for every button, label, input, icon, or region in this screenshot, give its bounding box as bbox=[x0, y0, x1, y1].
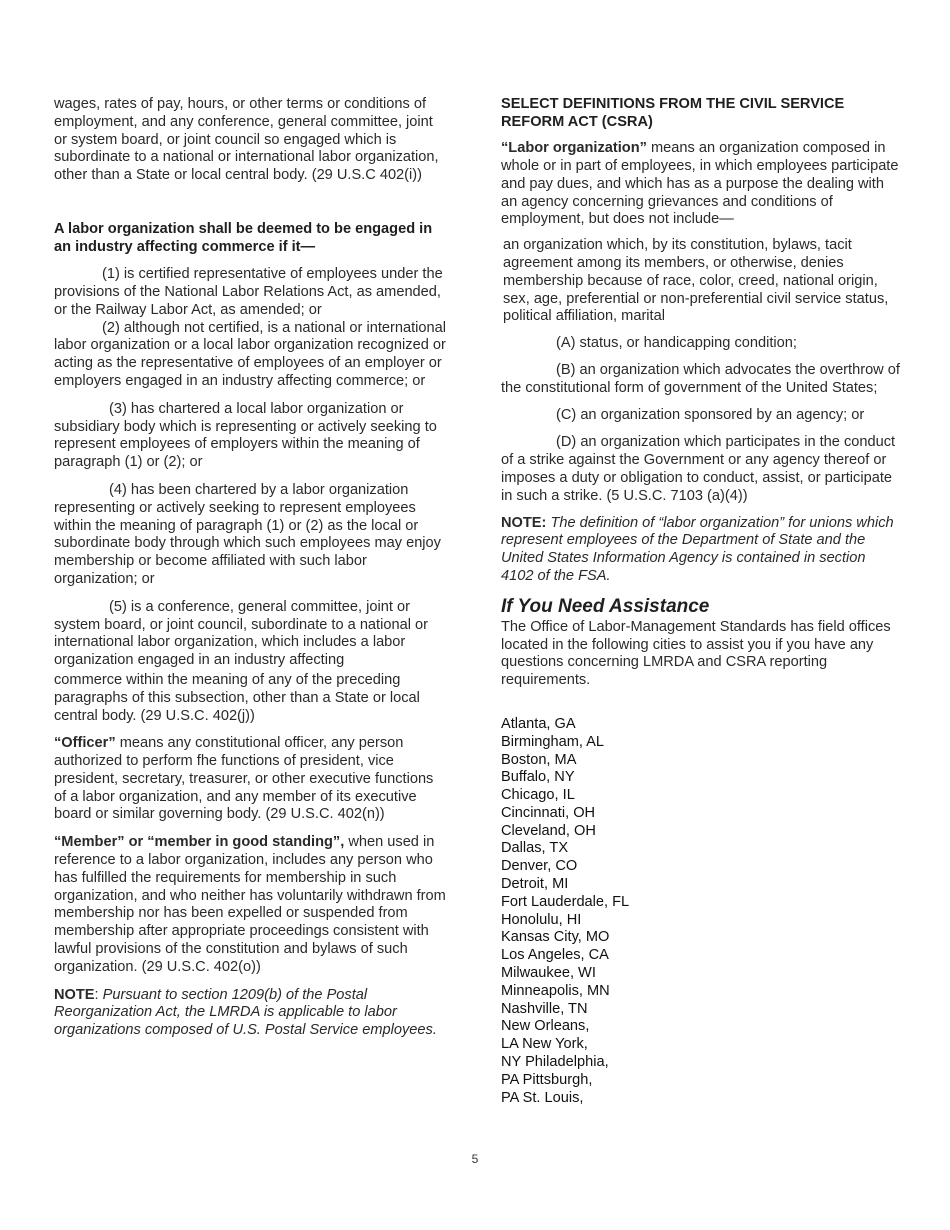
fsa-note-text: The definition of “labor organization” for unions which represent employees of the Department of State and the United States Information Agency is contained in section 4102 of the FSA. bbox=[501, 514, 894, 584]
city-item: LA New York, bbox=[501, 1036, 588, 1053]
city-item: Boston, MA bbox=[501, 751, 577, 768]
city-item: Kansas City, MO bbox=[501, 929, 610, 946]
city-item: Cleveland, OH bbox=[501, 822, 596, 839]
member-definition bbox=[54, 834, 446, 976]
city-item: Nashville, TN bbox=[501, 1000, 588, 1017]
city-item: Detroit, MI bbox=[501, 876, 569, 893]
definition-continuation: wages, rates of pay, hours, or other terms or conditions of employment, and any conference, general committee, joint or system board, or joint council so engaged which is subordinate to a national or international labor organization, other than a State or local central body. (29 U.S.C 402(i)) bbox=[54, 96, 439, 184]
item-a: (A) status, or handicapping condition; bbox=[556, 335, 797, 352]
assistance-text: The Office of Labor-Management Standards has field offices located in the following cities to assist you if you have any questions concerning LMRDA and CSRA reporting requirements. bbox=[501, 618, 891, 689]
paragraph-item-5-continued: commerce within the meaning of any of the preceding paragraphs of this subsection, other than a State or local central body. (29 U.S.C. 402(j)) bbox=[54, 671, 420, 724]
left-column bbox=[54, 96, 446, 1040]
labor-organization-term: “Labor organization” bbox=[501, 140, 647, 157]
city-item: PA St. Louis, bbox=[501, 1089, 584, 1106]
city-item: Denver, CO bbox=[501, 858, 578, 875]
city-item: Milwaukee, WI bbox=[501, 965, 596, 982]
item-d: (D) an organization which participates in the conduct of a strike against the Government or any agency thereof or imposes a duty or obligation to conduct, assist, or participate in such a strike. (5 U.S.C. 7103 (a)(4)) bbox=[501, 434, 896, 504]
csra-heading: SELECT DEFINITIONS FROM THE CIVIL SERVICE REFORM ACT (CSRA) bbox=[501, 96, 845, 130]
item-c: (C) an organization sponsored by an agency; or bbox=[556, 406, 865, 423]
labor-organization-definition bbox=[501, 140, 901, 229]
labor-organization-text: means an organization composed in whole or in part of employees, in which employees participate and pay dues, and which has as a purpose the dealing with an agency concerning grievances and conditions of employment, but does not include— bbox=[501, 140, 899, 228]
city-item: Dallas, TX bbox=[501, 840, 569, 857]
commerce-heading: A labor organization shall be deemed to be engaged in an industry affecting commerce if it— bbox=[54, 220, 433, 255]
right-column bbox=[501, 96, 901, 1107]
officer-text: means any constitutional officer, any person authorized to perform fhe functions of president, vice president, secretary, treasurer, or other executive functions of a labor organization, and any member of its executive board or similar governing body. (29 U.S.C. 402(n)) bbox=[54, 735, 434, 823]
member-term: “Member” or “member in good standing”, bbox=[54, 834, 345, 851]
city-item: Cincinnati, OH bbox=[501, 804, 596, 821]
paragraph-item-4: (4) has been chartered by a labor organization representing or actively seeking to represent employees within the meaning of paragraph (1) or (2) as the local or subordinate body through which such employees may enjoy membership or become affiliated with such labor organization; or bbox=[54, 481, 441, 587]
city-item: Atlanta, GA bbox=[501, 715, 576, 732]
paragraph-item-5: (5) is a conference, general committee, joint or system board, or joint council, subordinate to a national or international labor organization, which includes a labor organization engaged in an industry affecting bbox=[54, 598, 428, 669]
note-colon: : bbox=[94, 986, 103, 1003]
assistance-heading: If You Need Assistance bbox=[501, 595, 710, 617]
paragraph-item-3: (3) has chartered a local labor organization or subsidiary body which is representing or actively seeking to represent employees of employers within the meaning of paragraph (1) or (2); or bbox=[54, 400, 437, 471]
postal-note bbox=[54, 987, 446, 1040]
fsa-note bbox=[501, 515, 901, 586]
note-text: Pursuant to section 1209(b) of the Postal Reorganization Act, the LMRDA is applicable to labor organizations composed of U.S. Postal Service employees. bbox=[54, 986, 437, 1039]
city-item: Chicago, IL bbox=[501, 787, 575, 804]
officer-term: “Officer” bbox=[54, 735, 116, 752]
note-label: NOTE bbox=[54, 986, 95, 1003]
officer-definition bbox=[54, 735, 446, 824]
city-item: New Orleans, bbox=[501, 1018, 590, 1035]
item-b: (B) an organization which advocates the overthrow of the constitutional form of government of the United States; bbox=[501, 361, 900, 396]
city-item: Birmingham, AL bbox=[501, 733, 605, 750]
city-item: Los Angeles, CA bbox=[501, 947, 609, 964]
page-number: 5 bbox=[471, 1152, 479, 1166]
city-item: Minneapolis, MN bbox=[501, 982, 610, 999]
city-item: Honolulu, HI bbox=[501, 911, 582, 928]
fsa-note-label: NOTE: bbox=[501, 514, 547, 531]
city-item: Buffalo, NY bbox=[501, 769, 575, 786]
member-text: when used in reference to a labor organization, includes any person who has fulfilled the requirements for membership in such organization, and who neither has voluntarily withdrawn from membership nor has been expelled or suspended from membership after appropriate proceedings consistent with lawful provisions of the constitution and bylaws of such organization. (29 U.S.C. 402(o)) bbox=[54, 834, 446, 975]
city-list bbox=[501, 716, 901, 1108]
city-item: NY Philadelphia, bbox=[501, 1054, 609, 1071]
city-item: Fort Lauderdale, FL bbox=[501, 893, 630, 910]
exclusion-paragraph: an organization which, by its constitution, bylaws, tacit agreement among its members, or otherwise, denies membership because of race, color, creed, national origin, sex, age, preferential or non-preferential civil service status, political affiliation, marital bbox=[503, 237, 889, 325]
paragraph-item-1: (1) is certified representative of employees under the provisions of the National Labor Relations Act, as amended, or the Railway Labor Act, as amended; or bbox=[54, 266, 443, 318]
city-item: PA Pittsburgh, bbox=[501, 1071, 593, 1088]
paragraph-item-2: (2) although not certified, is a national or international labor organization or a local labor organization recognized or acting as the representative of employees of an employer or employers engaged in an industry affecting commerce; or bbox=[54, 319, 446, 389]
